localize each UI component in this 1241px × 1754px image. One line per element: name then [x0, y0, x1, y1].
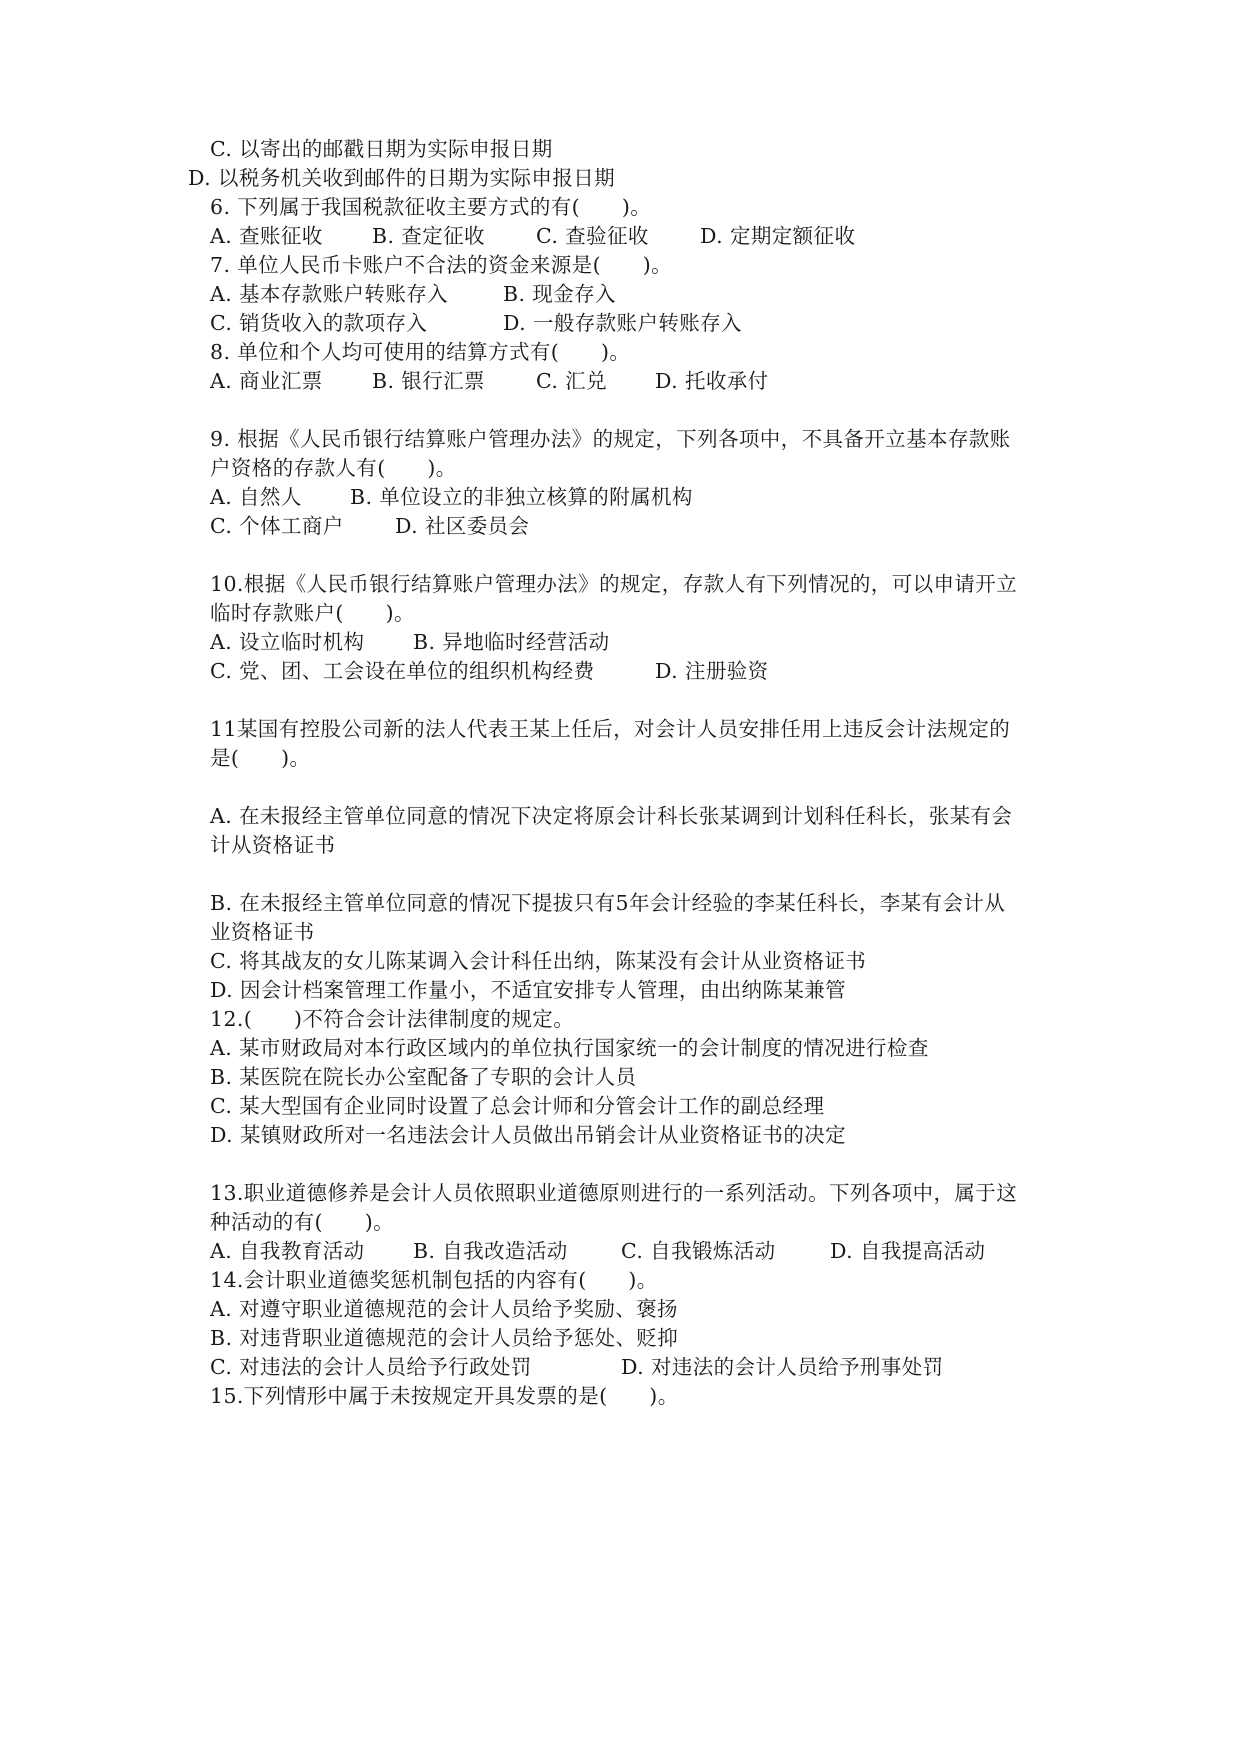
option-item: B. 现金存入 — [503, 282, 616, 306]
text-line: 12.( )不符合会计法律制度的规定。 — [210, 1007, 575, 1031]
text-line: C. 某大型国有企业同时设置了总会计师和分管会计工作的副总经理 — [210, 1094, 825, 1118]
option-item: A. 基本存款账户转账存入 — [210, 282, 449, 306]
text-line: 13.职业道德修养是会计人员依照职业道德原则进行的一系列活动。下列各项中，属于这 — [210, 1181, 1018, 1205]
text-line: 临时存款账户( )。 — [210, 601, 415, 625]
text-line: C. 将其战友的女儿陈某调入会计科任出纳，陈某没有会计从业资格证书 — [210, 949, 867, 973]
text-line: D. 因会计档案管理工作量小，不适宜安排专人管理，由出纳陈某兼管 — [210, 978, 847, 1002]
option-item: D. 注册验资 — [655, 659, 769, 683]
option-item: C. 个体工商户 — [210, 514, 344, 538]
text-line: C. 以寄出的邮戳日期为实际申报日期 — [210, 137, 553, 161]
text-line: 种活动的有( )。 — [210, 1210, 394, 1234]
option-item: B. 异地临时经营活动 — [413, 630, 610, 654]
option-item: A. 商业汇票 — [210, 369, 323, 393]
option-item: B. 自我改造活动 — [413, 1239, 568, 1263]
text-line: B. 在未报经主管单位同意的情况下提拔只有5年会计经验的李某任科长，李某有会计从 — [210, 891, 1006, 915]
text-line: 10.根据《人民币银行结算账户管理办法》的规定，存款人有下列情况的，可以申请开立 — [210, 572, 1018, 596]
text-line: 9. 根据《人民币银行结算账户管理办法》的规定，下列各项中，不具备开立基本存款账 — [210, 427, 1011, 451]
text-line: 是( )。 — [210, 746, 311, 770]
option-item: B. 单位设立的非独立核算的附属机构 — [350, 485, 693, 509]
option-item: A. 自我教育活动 — [210, 1239, 365, 1263]
text-line: 8. 单位和个人均可使用的结算方式有( )。 — [210, 340, 631, 364]
text-line: D. 某镇财政所对一名违法会计人员做出吊销会计从业资格证书的决定 — [210, 1123, 847, 1147]
option-item: C. 销货收入的款项存入 — [210, 311, 428, 335]
text-line: 11某国有控股公司新的法人代表王某上任后，对会计人员安排任用上违反会计法规定的 — [210, 717, 1011, 741]
text-line: A. 在未报经主管单位同意的情况下决定将原会计科长张某调到计划科任科长，张某有会 — [210, 804, 1013, 828]
text-line: A. 对遵守职业道德规范的会计人员给予奖励、褒扬 — [210, 1297, 678, 1321]
option-item: D. 托收承付 — [655, 369, 769, 393]
option-item: C. 汇兑 — [536, 369, 607, 393]
option-item: A. 设立临时机构 — [210, 630, 365, 654]
text-line: D. 以税务机关收到邮件的日期为实际申报日期 — [188, 166, 616, 190]
text-line: 6. 下列属于我国税款征收主要方式的有( )。 — [210, 195, 652, 219]
text-line: B. 某医院在院长办公室配备了专职的会计人员 — [210, 1065, 637, 1089]
text-line: 15.下列情形中属于未按规定开具发票的是( )。 — [210, 1384, 679, 1408]
option-item: B. 查定征收 — [372, 224, 485, 248]
text-line: 业资格证书 — [210, 920, 315, 944]
option-item: D. 自我提高活动 — [830, 1239, 986, 1263]
text-line: A. 某市财政局对本行政区域内的单位执行国家统一的会计制度的情况进行检查 — [210, 1036, 929, 1060]
option-item: D. 社区委员会 — [395, 514, 530, 538]
text-line: B. 对违背职业道德规范的会计人员给予惩处、贬抑 — [210, 1326, 679, 1350]
option-item: B. 银行汇票 — [372, 369, 485, 393]
text-line: 7. 单位人民币卡账户不合法的资金来源是( )。 — [210, 253, 673, 277]
option-item: D. 对违法的会计人员给予刑事处罚 — [621, 1355, 944, 1379]
text-line: 计从资格证书 — [210, 833, 336, 857]
option-item: D. 一般存款账户转账存入 — [503, 311, 742, 335]
option-item: C. 自我锻炼活动 — [621, 1239, 776, 1263]
option-item: D. 定期定额征收 — [700, 224, 856, 248]
option-item: A. 查账征收 — [210, 224, 323, 248]
option-item: A. 自然人 — [210, 485, 302, 509]
option-item: C. 对违法的会计人员给予行政处罚 — [210, 1355, 532, 1379]
option-item: C. 党、团、工会设在单位的组织机构经费 — [210, 659, 595, 683]
text-line: 14.会计职业道德奖惩机制包括的内容有( )。 — [210, 1268, 658, 1292]
option-item: C. 查验征收 — [536, 224, 649, 248]
text-line: 户资格的存款人有( )。 — [210, 456, 457, 480]
